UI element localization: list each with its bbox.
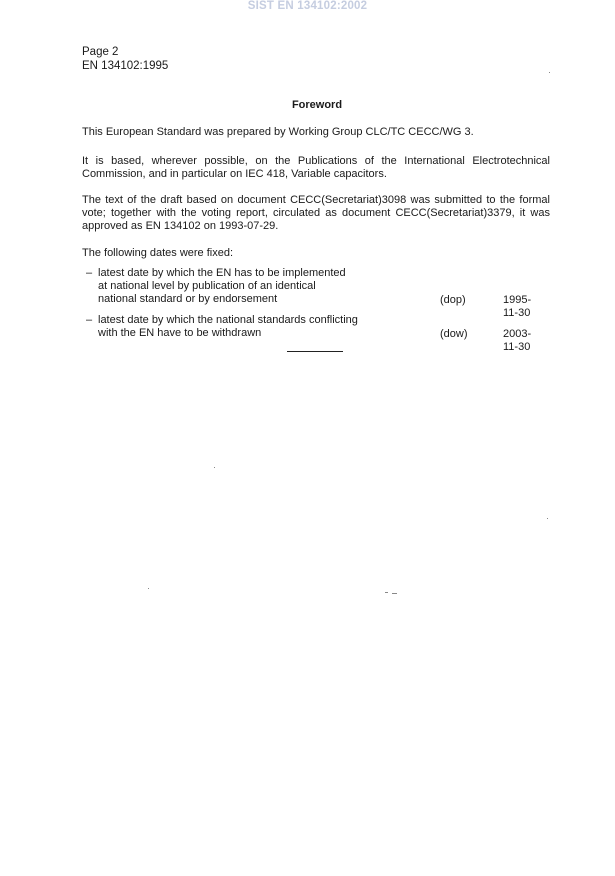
date-description <box>98 267 428 306</box>
date-description-line: national standard or by endorsement <box>98 293 278 305</box>
scan-speck <box>214 467 215 468</box>
standard-number: EN 134102:1995 <box>82 60 169 72</box>
list-dash: – <box>86 314 93 326</box>
scan-speck <box>385 592 388 593</box>
watermark: SIST EN 134102:2002 <box>247 0 368 12</box>
date-description-line: latest date by which the national standards conflicting <box>98 314 358 326</box>
paragraph-draft-text: The text of the draft based on document CECC(Secretariat)3098 was submitted to the formal vote; together with the voting report, circulated as document CECC(Secretariat)3379, it was approved as EN 134102 on 1993-07-29. <box>82 194 550 232</box>
scan-speck <box>547 518 548 519</box>
date-value: 2003-11-30 <box>503 328 532 353</box>
paragraph-dates-intro: The following dates were fixed: <box>82 247 234 259</box>
scan-speck <box>392 593 397 594</box>
page-header <box>82 45 168 73</box>
date-description-line: at national level by publication of an identical <box>98 280 316 292</box>
paragraph-based-on: It is based, wherever possible, on the Publications of the International Electrotechnical Commission, and in particular on IEC 418, Variable capacitors. <box>82 155 550 180</box>
page-number: Page 2 <box>82 46 119 58</box>
foreword-title: Foreword <box>291 99 343 111</box>
date-description-line: latest date by which the EN has to be implemented <box>98 267 346 279</box>
list-dash: – <box>86 267 93 279</box>
date-code: (dow) <box>440 328 468 340</box>
date-description <box>98 314 428 340</box>
scan-speck <box>148 588 149 589</box>
date-value: 1995-11-30 <box>503 294 532 319</box>
scan-speck <box>549 72 550 73</box>
end-rule <box>287 351 343 352</box>
date-description-line: with the EN have to be withdrawn <box>98 327 262 339</box>
date-code: (dop) <box>440 294 466 306</box>
paragraph-prepared-by: This European Standard was prepared by Working Group CLC/TC CECC/WG 3. <box>82 126 474 138</box>
